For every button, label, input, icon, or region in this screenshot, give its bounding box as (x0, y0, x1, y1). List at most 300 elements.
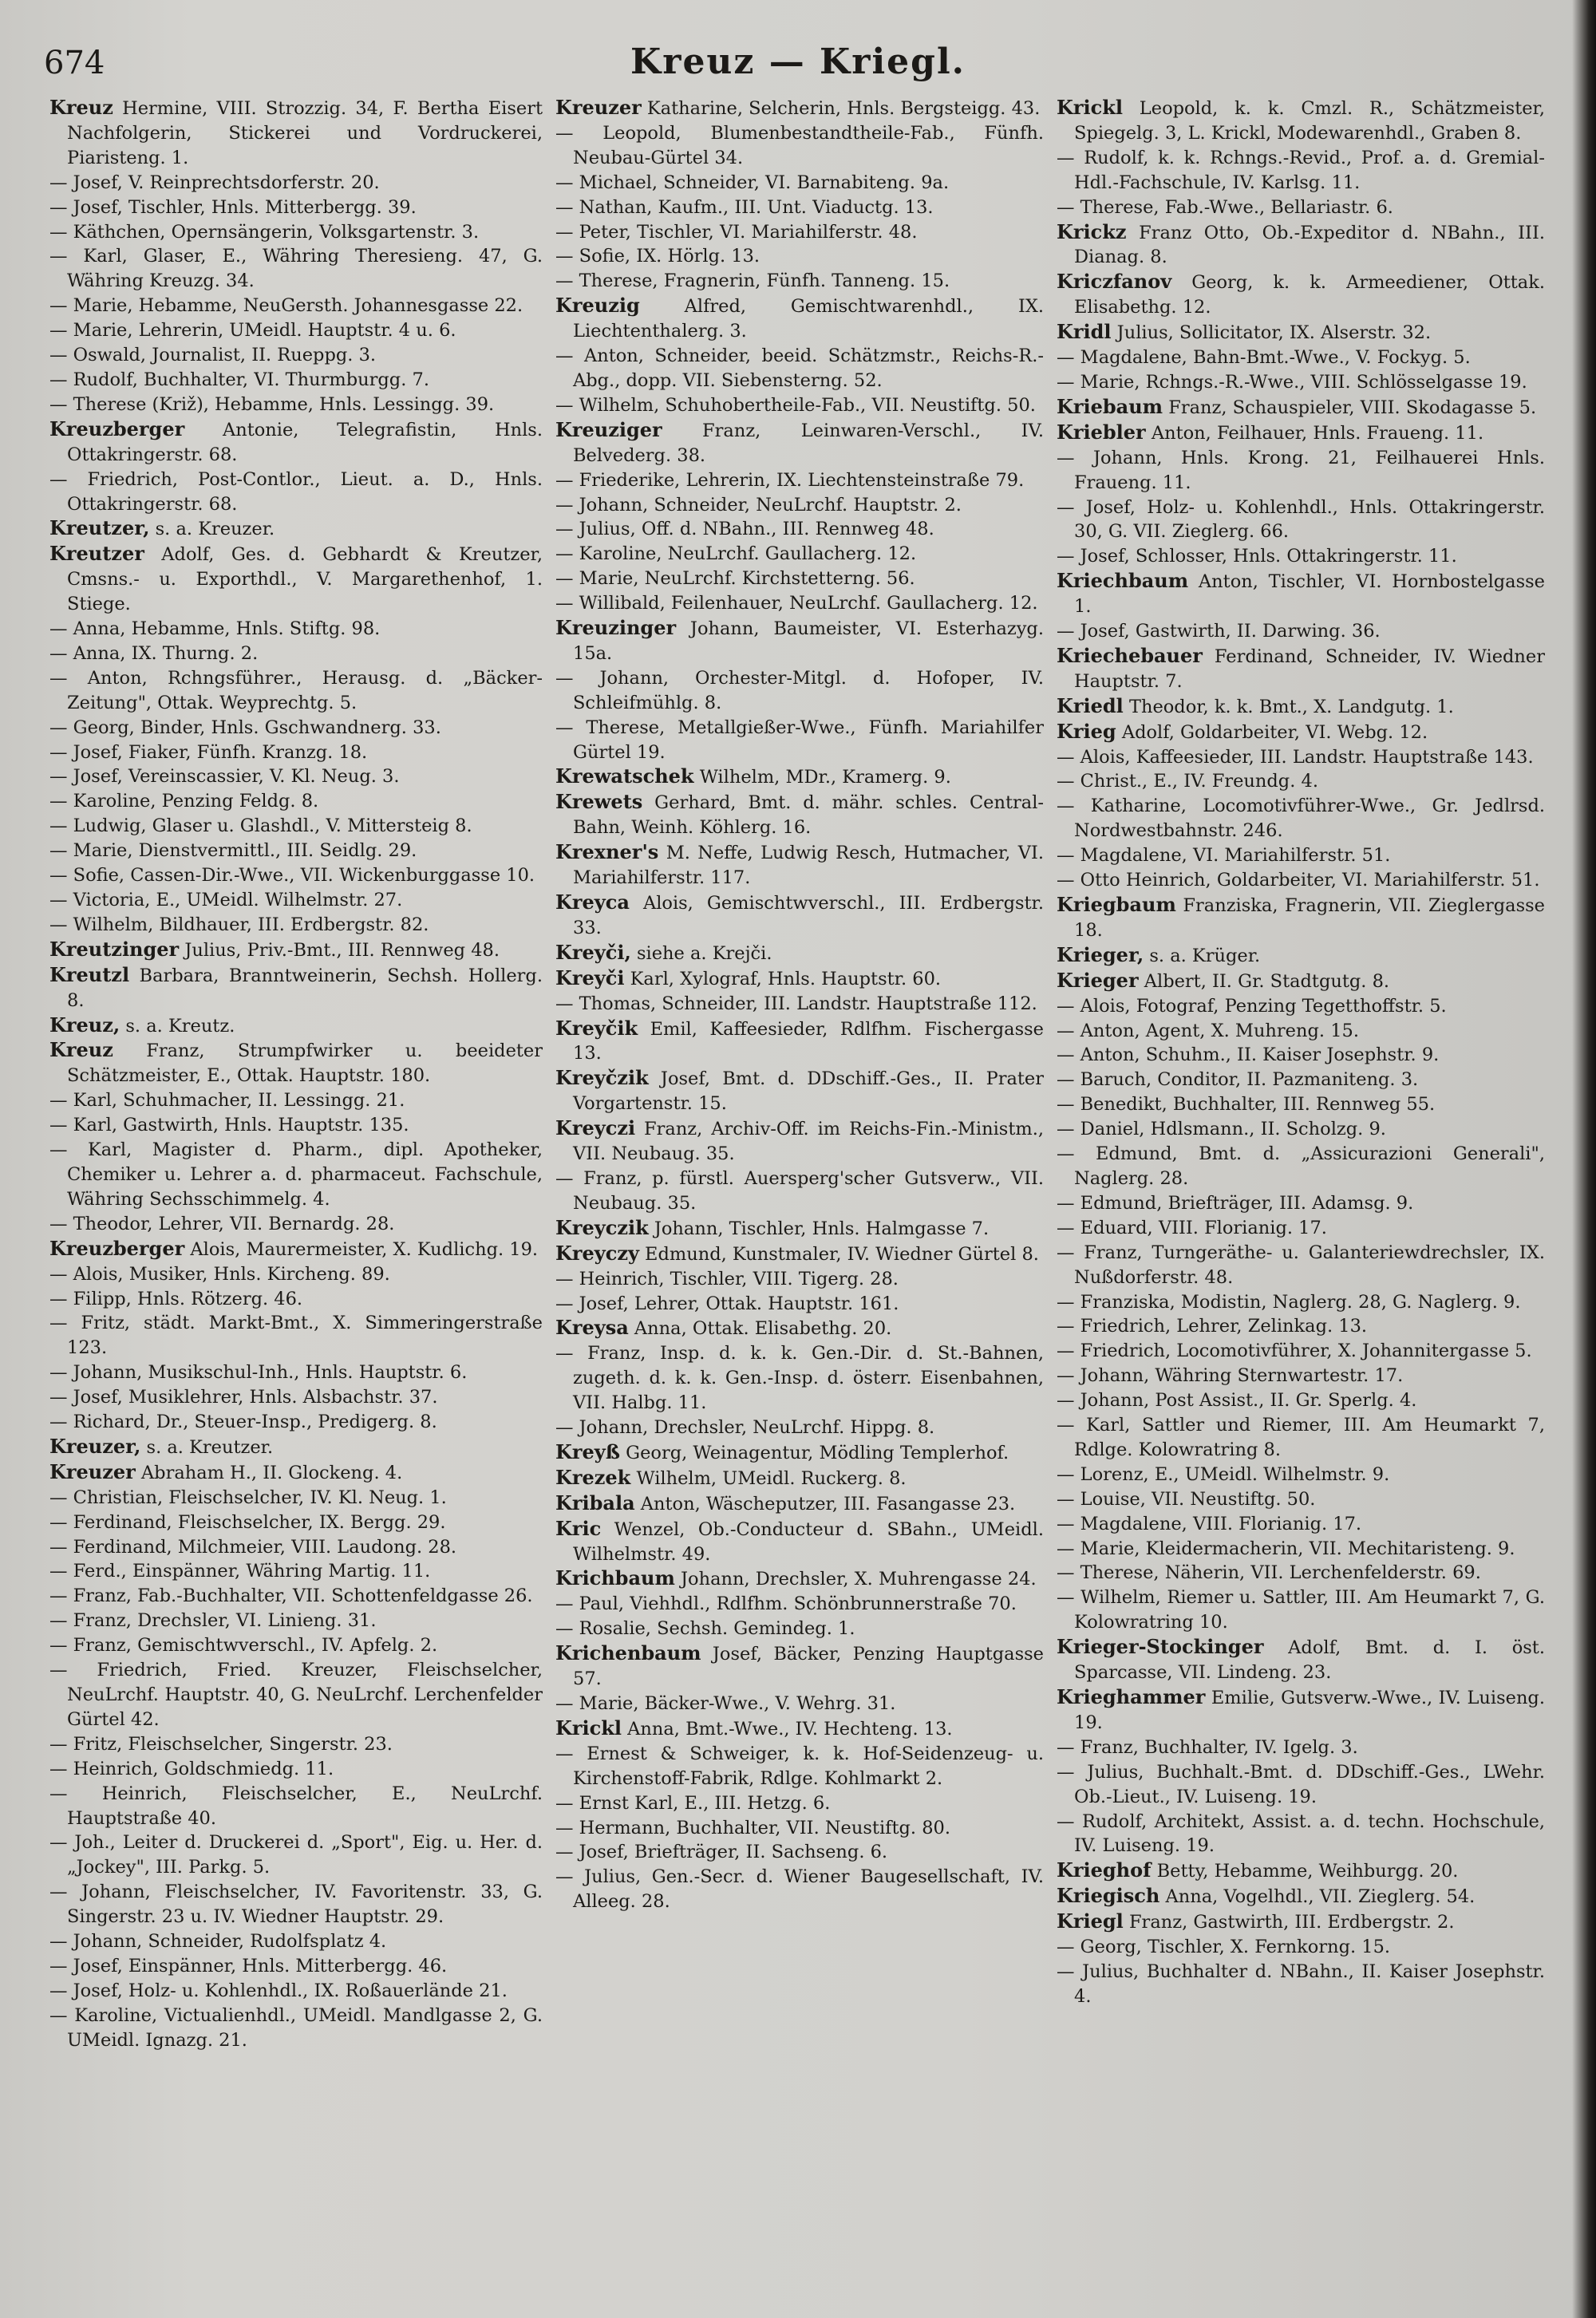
entry-text: — Ferd., Einspänner, Währing Martig. 11. (49, 1561, 431, 1582)
directory-entry (555, 616, 1044, 666)
directory-entry (555, 1517, 1044, 1567)
entry-surname: Kriechbaum (1057, 569, 1189, 593)
directory-entry (555, 1316, 1044, 1341)
directory-entry (49, 171, 543, 195)
directory-entry (555, 493, 1044, 518)
directory-entry (555, 1116, 1044, 1167)
entry-text: — Magdalene, VIII. Florianig. 17. (1057, 1513, 1362, 1534)
directory-entry (49, 666, 543, 716)
directory-entry (1057, 1142, 1545, 1191)
directory-entry (49, 617, 543, 642)
entry-text: — Therese, Näherin, VII. Lerchenfelderstr. 69. (1057, 1562, 1481, 1584)
directory-entry (49, 2004, 543, 2053)
directory-entry (1057, 769, 1545, 794)
entry-text: — Therese (Križ), Hebamme, Hnls. Lessingg. 39. (49, 393, 495, 415)
entry-text: — Hermann, Buchhalter, VII. Neustiftg. 80. (555, 1817, 951, 1838)
entry-text: — Wilhelm, Riemer u. Sattler, III. Am Heumarkt 7, G. Kolowratring 10. (1057, 1587, 1545, 1633)
directory-entry (49, 1633, 543, 1658)
entry-text: — Julius, Gen.-Secr. d. Wiener Baugesellschaft, IV. Alleeg. 28. (555, 1866, 1044, 1913)
directory-entry (1057, 1117, 1545, 1142)
directory-entry (1057, 346, 1545, 370)
entry-text: — Nathan, Kaufm., III. Unt. Viaductg. 13. (555, 196, 934, 218)
entry-text: Abraham H., II. Glockeng. 4. (135, 1462, 403, 1483)
directory-columns (49, 96, 1554, 2298)
entry-surname: Kreuzer (49, 1459, 136, 1483)
entry-text: Johann, Tischler, Hnls. Halmgasse 7. (648, 1218, 990, 1239)
entry-text: — Josef, Tischler, Hnls. Mitterbergg. 39. (49, 196, 417, 218)
directory-entry (555, 1617, 1044, 1641)
entry-text: — Anna, Hebamme, Hnls. Stiftg. 98. (49, 618, 381, 640)
entry-text: — Rudolf, k. k. Rchngs.-Revid., Prof. a. d. Gremial-Hdl.-Fachschule, IV. Karlsg. 11. (1057, 147, 1545, 193)
directory-entry (49, 1658, 543, 1732)
entry-surname: Kriebaum (1057, 394, 1163, 418)
entry-surname: Krieger-Stockinger (1057, 1635, 1264, 1659)
entry-text: — Johann, Schneider, Rudolfsplatz 4. (49, 1931, 387, 1953)
directory-entry (49, 1880, 543, 1929)
entry-surname: Kreuzer (555, 96, 642, 119)
entry-text: — Marie, Rchngs.-R.-Wwe., VIII. Schlösselgasse 19. (1057, 371, 1527, 393)
entry-surname: Krieghof (1057, 1858, 1152, 1882)
directory-entry (1057, 1314, 1545, 1339)
directory-entry (49, 938, 543, 963)
directory-entry (1057, 868, 1545, 893)
entry-text: Betty, Hebamme, Weihburgg. 20. (1151, 1861, 1459, 1882)
directory-entry (1057, 1884, 1545, 1909)
entry-text: — Lorenz, E., UMeidl. Wilhelmstr. 9. (1057, 1463, 1390, 1485)
directory-entry (49, 318, 543, 343)
entry-text: s. a. Kreutzer. (140, 1436, 274, 1458)
directory-entry (555, 941, 1044, 966)
entry-text: — Daniel, Hdlsmann., II. Scholzg. 9. (1057, 1119, 1386, 1140)
entry-surname: Krickl (1057, 96, 1123, 119)
directory-entry (1057, 496, 1545, 545)
directory-entry (49, 1782, 543, 1831)
entry-surname: Kriegbaum (1057, 893, 1176, 916)
entry-text: Franz, Archiv-Off. im Reichs-Fin.-Ministm., VII. Neubaug. 35. (573, 1119, 1044, 1165)
directory-entry (1057, 1388, 1545, 1413)
entry-text: — Julius, Buchhalter d. NBahn., II. Kaiser Josephstr. 4. (1057, 1961, 1545, 2007)
entry-text: — Rosalie, Sechsh. Gemindeg. 1. (555, 1618, 855, 1640)
directory-entry (1057, 1216, 1545, 1241)
entry-text: Katharine, Selcherin, Hnls. Bergsteigg. 43. (641, 98, 1041, 119)
entry-text: — Therese, Fab.-Wwe., Bellariastr. 6. (1057, 196, 1393, 218)
entry-text: Josef, Bmt. d. DDschiff.-Ges., II. Prater Vorgartenstr. 15. (573, 1068, 1044, 1115)
entry-surname: Krewets (555, 790, 643, 814)
directory-entry (49, 1410, 543, 1435)
directory-entry (555, 666, 1044, 716)
entry-surname: Kric (555, 1516, 602, 1540)
entry-text: s. a. Kreuzer. (149, 519, 275, 540)
directory-entry (49, 96, 543, 171)
entry-surname: Kreutzer, (49, 516, 150, 540)
entry-surname: Kreuz, (49, 1013, 120, 1037)
entry-text: — Filipp, Hnls. Rötzerg. 46. (49, 1288, 303, 1309)
entry-surname: Kreyči (555, 966, 625, 989)
entry-text: Wilhelm, MDr., Kramerg. 9. (693, 767, 951, 788)
entry-surname: Kreuzig (555, 294, 640, 318)
entry-text: — Johann, Orchester-Mitgl. d. Hofoper, IV. Schleifmühlg. 8. (555, 667, 1044, 713)
directory-entry (555, 1791, 1044, 1816)
entry-text: — Willibald, Feilenhauer, NeuLrchf. Gaullacherg. 12. (555, 593, 1038, 614)
directory-entry (1057, 1685, 1545, 1736)
entry-text: — Käthchen, Opernsängerin, Volksgartenstr. 3. (49, 221, 480, 243)
directory-entry (555, 764, 1044, 790)
directory-entry (1057, 943, 1545, 969)
entry-text: — Ferdinand, Fleischselcher, IX. Bergg. 29. (49, 1511, 446, 1533)
entry-text: Franz, Gastwirth, III. Erdbergstr. 2. (1123, 1912, 1455, 1933)
entry-text: Anna, Bmt.-Wwe., IV. Hechteng. 13. (621, 1718, 953, 1739)
directory-entry (555, 542, 1044, 567)
entry-text: — Franziska, Modistin, Naglerg. 28, G. Naglerg. 9. (1057, 1291, 1521, 1313)
entry-text: — Rudolf, Architekt, Assist. a. d. techn. Hochschule, IV. Luiseng. 19. (1057, 1811, 1545, 1857)
entry-surname: Kriegisch (1057, 1884, 1160, 1908)
entry-text: — Therese, Fragnerin, Fünfh. Tanneng. 15. (555, 270, 950, 292)
directory-entry (1057, 720, 1545, 745)
entry-text: — Richard, Dr., Steuer-Insp., Predigerg. 8. (49, 1412, 437, 1433)
entry-text: — Marie, Kleidermacherin, VII. Mechitaristeng. 9. (1057, 1538, 1515, 1559)
column-right (1052, 96, 1553, 2298)
directory-entry (1057, 1019, 1545, 1044)
directory-entry (49, 1757, 543, 1782)
entry-surname: Kreyca (555, 890, 630, 914)
entry-text: — Johann, Drechsler, NeuLrchf. Hippg. 8. (555, 1417, 935, 1439)
directory-entry (49, 1113, 543, 1138)
entry-surname: Kridl (1057, 320, 1112, 344)
entry-text: Franz, Schauspieler, VIII. Skodagasse 5. (1163, 397, 1537, 418)
entry-text: — Karl, Schuhmacher, II. Lessingg. 21. (49, 1090, 405, 1112)
directory-entry (555, 1865, 1044, 1914)
directory-entry (555, 890, 1044, 941)
directory-entry (49, 1830, 543, 1880)
directory-entry (49, 1979, 543, 2004)
directory-entry (1057, 395, 1545, 421)
entry-text: Karl, Xylograf, Hnls. Hauptstr. 60. (624, 968, 942, 989)
directory-entry (49, 1287, 543, 1312)
entry-surname: Kreuzberger (49, 417, 185, 440)
entry-text: — Rudolf, Buchhalter, VI. Thurmburgg. 7. (49, 369, 429, 390)
directory-entry (555, 96, 1044, 121)
directory-entry (1057, 1537, 1545, 1562)
entry-text: — Michael, Schneider, VI. Barnabiteng. 9a. (555, 172, 950, 193)
entry-surname: Kriedl (1057, 693, 1124, 717)
directory-entry (555, 220, 1044, 245)
directory-entry (1057, 1463, 1545, 1487)
directory-entry (555, 171, 1044, 195)
directory-entry (555, 716, 1044, 765)
directory-entry (555, 393, 1044, 418)
entry-text: — Georg, Binder, Hnls. Gschwandnerg. 33. (49, 717, 441, 738)
directory-entry (49, 814, 543, 839)
entry-text: — Alois, Fotograf, Penzing Tegetthoffstr. 5. (1057, 995, 1447, 1017)
entry-text: Johann, Drechsler, X. Muhrengasse 24. (674, 1569, 1037, 1590)
entry-text: s. a. Kreutz. (120, 1015, 235, 1037)
entry-text: — Franz, p. fürstl. Auersperg'scher Gutsverw., VII. Neubaug. 35. (555, 1167, 1044, 1214)
entry-text: — Karl, Sattler und Riemer, III. Am Heumarkt 7, Rdlge. Kolowratring 8. (1057, 1415, 1545, 1460)
entry-text: — Friedrich, Lehrer, Zelinkag. 13. (1057, 1316, 1368, 1337)
directory-entry (555, 1466, 1044, 1491)
directory-entry (555, 1216, 1044, 1242)
entry-text: — Karl, Gastwirth, Hnls. Hauptstr. 135. (49, 1115, 409, 1136)
entry-text: — Ernest & Schweiger, k. k. Hof-Seidenzeug- u. Kirchenstoff-Fabrik, Rdlge. Kohlmarkt 2. (555, 1743, 1044, 1789)
entry-text: Alois, Maurermeister, X. Kudlichg. 19. (184, 1238, 539, 1260)
entry-text: — Georg, Tischler, X. Fernkorng. 15. (1057, 1937, 1391, 1958)
entry-text: — Eduard, VIII. Florianig. 17. (1057, 1217, 1327, 1238)
directory-entry (555, 195, 1044, 220)
directory-entry (1057, 320, 1545, 346)
entry-text: — Marie, Bäcker-Wwe., V. Wehrg. 31. (555, 1693, 896, 1714)
entry-surname: Krieghammer (1057, 1685, 1206, 1708)
entry-text: — Joh., Leiter d. Druckerei d. „Sport", Eig. u. Her. d. „Jockey", III. Parkg. 5. (49, 1832, 543, 1878)
entry-surname: Kreuzer, (49, 1434, 141, 1458)
entry-text: — Ferdinand, Milchmeier, VIII. Laudong. 28. (49, 1536, 457, 1558)
directory-entry (555, 1742, 1044, 1791)
entry-text: — Thomas, Schneider, III. Landstr. Hauptstraße 112. (555, 993, 1037, 1014)
directory-entry (1057, 994, 1545, 1019)
directory-entry (49, 839, 543, 863)
entry-text: — Friedrich, Post-Contlor., Lieut. a. D., Hnls. Ottakringerstr. 68. (49, 468, 543, 515)
entry-text: — Franz, Drechsler, VI. Linieng. 31. (49, 1610, 377, 1632)
entry-text: siehe a. Krejči. (630, 942, 772, 964)
entry-text: — Josef, Vereinscassier, V. Kl. Neug. 3. (49, 766, 400, 788)
entry-text: — Karoline, Penzing Feldg. 8. (49, 791, 319, 812)
entry-text: — Oswald, Journalist, II. Rueppg. 3. (49, 345, 377, 366)
entry-text: — Victoria, E., UMeidl. Wilhelmstr. 27. (49, 890, 403, 910)
entry-text: — Karoline, Victualienhdl., UMeidl. Mandlgasse 2, G. UMeidl. Ignazg. 21. (49, 2004, 543, 2051)
entry-text: — Fritz, städt. Markt-Bmt., X. Simmeringerstraße 123. (49, 1313, 543, 1359)
page-edge-shadow (1572, 0, 1596, 2318)
entry-text: — Marie, Dienstvermittl., III. Seidlg. 29. (49, 840, 417, 862)
entry-text: — Otto Heinrich, Goldarbeiter, VI. Mariahilferstr. 51. (1057, 870, 1540, 891)
directory-entry (1057, 1810, 1545, 1859)
directory-entry (1057, 569, 1545, 619)
entry-text: Julius, Sollicitator, IX. Alserstr. 32. (1111, 322, 1432, 344)
entry-text: — Wilhelm, Bildhauer, III. Erdbergstr. 82. (49, 914, 429, 935)
entry-surname: Krickl (555, 1716, 622, 1739)
entry-text: — Heinrich, Goldschmiedg. 11. (49, 1758, 334, 1779)
directory-entry (1057, 794, 1545, 843)
column-middle (551, 96, 1052, 2298)
directory-entry (49, 1609, 543, 1633)
directory-entry (1057, 745, 1545, 770)
directory-entry (1057, 1635, 1545, 1685)
page-header (44, 41, 1552, 89)
entry-text: — Leopold, Blumenbestandtheile-Fab., Fünfh. Neubau-Gürtel 34. (555, 122, 1044, 168)
directory-entry (555, 1242, 1044, 1267)
entry-text: Hermine, VIII. Strozzig. 34, F. Bertha Eisert Nachfolgerin, Stickerei und Vordruckerei, Piaristeng. 1. (67, 98, 543, 168)
directory-entry (555, 418, 1044, 468)
directory-entry (1057, 1858, 1545, 1884)
directory-entry (555, 1592, 1044, 1617)
entry-text: Leopold, k. k. Cmzl. R., Schätzmeister, Spiegelg. 3, L. Krickl, Modewarenhdl., Graben 8. (1074, 98, 1545, 144)
directory-entry (49, 764, 543, 789)
entry-text: — Paul, Viehhdl., Rdlfhm. Schönbrunnerstraße 70. (555, 1593, 1017, 1615)
entry-text: Wilhelm, UMeidl. Ruckerg. 8. (630, 1467, 907, 1489)
entry-text: — Karoline, NeuLrchf. Gaullacherg. 12. (555, 543, 917, 565)
entry-text: — Marie, Hebamme, NeuGersth. Johannesgasse 22. (49, 295, 523, 317)
entry-text: — Johann, Musikschul-Inh., Hnls. Hauptstr. 6. (49, 1362, 468, 1384)
entry-surname: Krexner's (555, 840, 659, 864)
directory-entry (49, 368, 543, 393)
entry-text: — Ernst Karl, E., III. Hetzg. 6. (555, 1792, 831, 1814)
entry-text: M. Neffe, Ludwig Resch, Hutmacher, VI. Mariahilferstr. 117. (573, 843, 1044, 889)
entry-text: Emil, Kaffeesieder, Rdlfhm. Fischergasse 13. (573, 1018, 1044, 1064)
entry-text: Adolf, Goldarbeiter, VI. Webg. 12. (1116, 721, 1428, 743)
directory-entry (49, 393, 543, 417)
directory-entry (1057, 1935, 1545, 1960)
entry-surname: Krichbaum (555, 1566, 675, 1590)
entry-text: Alois, Gemischtwverschl., III. Erdbergstr. 33. (573, 893, 1044, 938)
entry-surname: Kreyczy (555, 1241, 639, 1265)
entry-surname: Kreyczi (555, 1116, 636, 1140)
directory-entry (555, 1416, 1044, 1440)
directory-entry (555, 121, 1044, 171)
directory-entry (49, 1559, 543, 1584)
directory-entry (1057, 1561, 1545, 1585)
directory-entry (555, 1491, 1044, 1517)
directory-entry (1057, 220, 1545, 270)
entry-text: Wenzel, Ob.-Conducteur d. SBahn., UMeidl. Wilhelmstr. 49. (573, 1518, 1044, 1565)
entry-text: — Karl, Magister d. Pharm., dipl. Apotheker, Chemiker u. Lehrer a. d. pharmaceut. Fachschule, Währing Sechsschimmelg. 4. (49, 1139, 543, 1210)
entry-surname: Kreutzer (49, 542, 144, 566)
directory-entry (1057, 843, 1545, 868)
entry-text: Adolf, Ges. d. Gebhardt & Kreutzer, Cmsns.- u. Exporthdl., V. Margarethenhof, 1. Stiege. (67, 544, 543, 615)
directory-entry (1057, 1290, 1545, 1315)
entry-surname: Kreyčzik (555, 1066, 649, 1090)
entry-surname: Kreuzberger (49, 1236, 185, 1260)
entry-text: — Johann, Währing Sternwartestr. 17. (1057, 1365, 1404, 1387)
directory-entry (555, 269, 1044, 294)
entry-text: — Christian, Fleischselcher, IV. Kl. Neug. 1. (49, 1487, 447, 1508)
entry-text: — Anna, IX. Thurng. 2. (49, 642, 259, 664)
directory-entry (49, 1360, 543, 1385)
directory-entry (49, 1460, 543, 1486)
directory-entry (555, 1017, 1044, 1067)
entry-surname: Kreutzinger (49, 937, 180, 961)
entry-text: Anna, Vogelhdl., VII. Zieglerg. 54. (1159, 1886, 1476, 1908)
directory-entry (1057, 644, 1545, 694)
directory-entry (555, 344, 1044, 393)
directory-entry (49, 1385, 543, 1410)
entry-surname: Krieger, (1057, 942, 1144, 966)
entry-text: — Josef, Einspänner, Hnls. Mitterbergg. 46. (49, 1955, 448, 1976)
entry-text: — Friederike, Lehrerin, IX. Liechtensteinstraße 79. (555, 469, 1025, 491)
entry-text: — Katharine, Locomotivführer-Wwe., Gr. Jedlrsd. Nordwestbahnstr. 246. (1057, 796, 1545, 842)
entry-text: — Wilhelm, Schuhobertheile-Fab., VII. Neustiftg. 50. (555, 394, 1036, 416)
entry-text: Ferdinand, Schneider, IV. Wiedner Hauptstr. 7. (1074, 646, 1545, 692)
entry-text: Anton, Wäscheputzer, III. Fasangasse 23. (634, 1493, 1016, 1514)
entry-surname: Krichenbaum (555, 1641, 701, 1665)
entry-text: — Magdalene, VI. Mariahilferstr. 51. (1057, 845, 1391, 867)
running-head: Kreuz — Kriegl. (630, 41, 966, 82)
entry-text: — Josef, V. Reinprechtsdorferstr. 20. (49, 172, 380, 193)
directory-entry (49, 642, 543, 666)
entry-surname: Krewatschek (555, 764, 694, 788)
entry-surname: Krezek (555, 1465, 631, 1489)
entry-text: Georg, k. k. Armeediener, Ottak. Elisabethg. 12. (1074, 272, 1545, 318)
directory-entry (1057, 619, 1545, 644)
entry-surname: Kriczfanov (1057, 270, 1172, 294)
entry-surname: Kriegl (1057, 1909, 1124, 1933)
entry-text: Gerhard, Bmt. d. mähr. schles. Central-Bahn, Weinh. Köhlerg. 16. (573, 792, 1044, 839)
entry-text: Anton, Tischler, VI. Hornbostelgasse 1. (1074, 571, 1545, 618)
directory-entry (1057, 421, 1545, 446)
directory-entry (1057, 96, 1545, 146)
entry-text: — Magdalene, Bahn-Bmt.-Wwe., V. Fockyg. 5. (1057, 347, 1471, 369)
directory-entry (49, 468, 543, 517)
directory-entry (49, 220, 543, 245)
entry-text: s. a. Krüger. (1144, 945, 1261, 966)
entry-text: — Josef, Lehrer, Ottak. Hauptstr. 161. (555, 1293, 899, 1314)
entry-surname: Krieger (1057, 968, 1139, 992)
directory-entry (49, 740, 543, 765)
directory-entry (49, 542, 543, 617)
directory-entry (555, 840, 1044, 890)
directory-entry (1057, 270, 1545, 320)
entry-text: Theodor, k. k. Bmt., X. Landgutg. 1. (1123, 696, 1454, 717)
directory-entry (49, 1311, 543, 1360)
directory-entry (49, 516, 543, 542)
directory-entry (1057, 1068, 1545, 1092)
entry-text: — Heinrich, Fleischselcher, E., NeuLrchf. Hauptstraße 40. (49, 1783, 543, 1829)
directory-entry (49, 417, 543, 468)
page-number: 674 (44, 45, 105, 81)
entry-text: — Johann, Fleischselcher, IV. Favoritenstr. 33, G. Singerstr. 23 u. IV. Wiedner Hauptstr. 29. (49, 1882, 543, 1928)
directory-entry (555, 468, 1044, 493)
entry-text: — Baruch, Conditor, II. Pazmaniteng. 3. (1057, 1069, 1419, 1091)
directory-entry (49, 1954, 543, 1979)
entry-text: — Anton, Rchngsführer., Herausg. d. „Bäcker-Zeitung", Ottak. Weyprechtg. 5. (49, 667, 543, 713)
directory-entry (49, 913, 543, 938)
directory-entry (555, 1341, 1044, 1416)
entry-surname: Kreyß (555, 1439, 620, 1463)
directory-entry (1057, 1092, 1545, 1117)
entry-text: — Franz, Gemischtwverschl., IV. Apfelg. 2. (49, 1635, 438, 1657)
directory-entry (49, 1435, 543, 1460)
directory-entry (555, 294, 1044, 344)
entry-text: — Josef, Schlosser, Hnls. Ottakringerstr. 11. (1057, 546, 1457, 567)
entry-text: — Christ., E., IV. Freundg. 4. (1057, 771, 1318, 792)
directory-entry (1057, 1364, 1545, 1388)
directory-entry (1057, 446, 1545, 496)
directory-entry (1057, 1191, 1545, 1216)
directory-entry (1057, 195, 1545, 220)
entry-text: — Friedrich, Fried. Kreuzer, Fleischselcher, NeuLrchf. Hauptstr. 40, G. NeuLrchf. Lerchenfelder Gürtel 42. (49, 1660, 543, 1730)
entry-text: Franz Otto, Ob.-Expeditor d. NBahn., III. Dianag. 8. (1074, 222, 1545, 268)
entry-surname: Kreysa (555, 1316, 629, 1340)
entry-text: — Edmund, Bmt. d. „Assicurazioni Generali", Naglerg. 28. (1057, 1143, 1545, 1189)
directory-entry (1057, 1043, 1545, 1068)
directory-entry (1057, 1413, 1545, 1463)
directory-entry (555, 1066, 1044, 1116)
directory-entry (49, 716, 543, 740)
column-left (49, 96, 551, 2298)
entry-text: — Josef, Gastwirth, II. Darwing. 36. (1057, 621, 1381, 642)
directory-entry (555, 1840, 1044, 1865)
entry-surname: Kribala (555, 1491, 635, 1514)
entry-text: — Ludwig, Glaser u. Glashdl., V. Mittersteig 8. (49, 815, 472, 837)
entry-text: — Heinrich, Tischler, VIII. Tigerg. 28. (555, 1268, 899, 1289)
entry-text: — Benedikt, Buchhalter, III. Rennweg 55. (1057, 1094, 1436, 1116)
entry-text: — Josef, Holz- u. Kohlenhdl., IX. Roßauerlände 21. (49, 1980, 508, 2001)
directory-entry (555, 1692, 1044, 1716)
directory-entry (1057, 1241, 1545, 1290)
entry-text: Adolf, Bmt. d. I. öst. Sparcasse, VII. Lindeng. 23. (1074, 1637, 1545, 1684)
directory-entry (49, 343, 543, 368)
entry-text: — Anton, Agent, X. Muhreng. 15. (1057, 1020, 1359, 1041)
directory-entry (1057, 1909, 1545, 1935)
entry-surname: Kreuz (49, 96, 113, 119)
directory-entry (1057, 694, 1545, 720)
